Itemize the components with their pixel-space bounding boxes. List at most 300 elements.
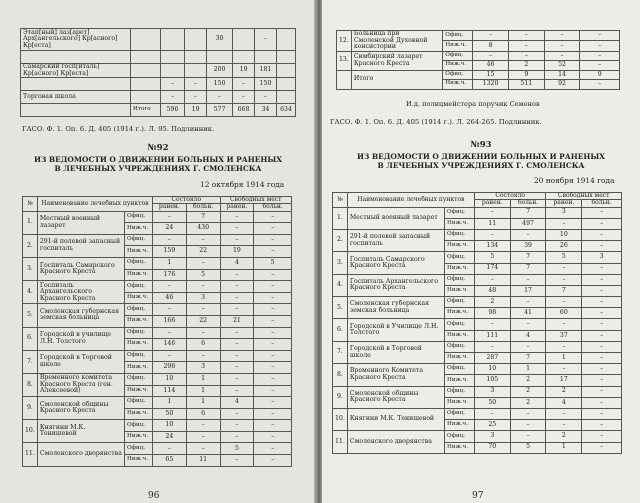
table-cell: – (582, 408, 622, 419)
table-row (23, 281, 292, 293)
table-cell: – (254, 246, 292, 258)
table-cell: – (152, 304, 186, 316)
right-source-note: ГАСО. Ф. 1. Оп. 6. Д. 405 (1914 г.). Л. 264-265. Подлинник. (330, 118, 542, 126)
row-number: 12. (337, 31, 352, 52)
institution-name: Местный военный лазарет (37, 211, 124, 234)
hdr-bol: больн. (510, 200, 546, 207)
table-cell: – (220, 223, 254, 235)
table-cell: – (254, 455, 292, 467)
table-cell: – (474, 207, 510, 218)
table-cell: – (254, 431, 292, 443)
table-cell: – (582, 397, 622, 408)
category-lower-ranks: Ниж.ч. (445, 397, 475, 408)
table-cell: 2 (508, 61, 544, 71)
table-cell: 10 (474, 364, 510, 375)
table-cell: 2 (474, 297, 510, 308)
row-number: 1. (23, 211, 38, 234)
table-cell: – (582, 353, 622, 364)
institution-name: Этап[ный] лаз[арет] Арх[ангельского] Кр[асного] Кр[еста] (21, 29, 131, 51)
table-cell: – (546, 274, 582, 285)
table-row (333, 229, 622, 240)
table-cell: 3 (186, 292, 220, 304)
table-cell: 52 (544, 61, 580, 71)
table-cell: – (233, 78, 255, 91)
category-lower-ranks: Ниж.ч. (445, 420, 475, 431)
table-cell: 5 (220, 443, 254, 455)
table-cell: 60 (546, 308, 582, 319)
row-number: 7. (333, 341, 348, 363)
row-number: 6. (23, 327, 38, 350)
institution-name (21, 51, 131, 64)
table-cell: – (474, 341, 510, 352)
table-row (333, 341, 622, 352)
category-label (131, 29, 161, 51)
table-cell: – (580, 80, 620, 90)
table-cell: 7 (510, 207, 546, 218)
institution-name: Торговая школа (21, 91, 131, 104)
table-cell: 5 (510, 442, 546, 453)
category-officers: Офиц. (125, 257, 153, 269)
category-lower-ranks: Ниж.ч. (125, 292, 153, 304)
table-cell: – (254, 234, 292, 246)
left-page (0, 0, 316, 503)
table-cell: 1 (186, 373, 220, 385)
table-cell: – (254, 269, 292, 281)
table-cell: – (186, 350, 220, 362)
institution-name: Смоленского дворянства (347, 431, 444, 453)
table-cell: 181 (255, 64, 277, 78)
table-row (21, 64, 296, 78)
table-cell: – (186, 234, 220, 246)
table-cell: 98 (474, 308, 510, 319)
table-cell: 3 (474, 431, 510, 442)
table-cell: 3 (186, 362, 220, 374)
category-officers: Офиц. (445, 341, 475, 352)
table-cell: 26 (546, 241, 582, 252)
table-cell: 150 (255, 78, 277, 91)
table-cell: – (152, 327, 186, 339)
table-cell: 10 (152, 420, 186, 432)
table-cell: – (582, 420, 622, 431)
table-cell: – (582, 297, 622, 308)
row-number: 5. (23, 304, 38, 327)
table-cell: 2 (510, 375, 546, 386)
table-cell: – (220, 269, 254, 281)
table-cell: – (186, 327, 220, 339)
table-cell: – (546, 341, 582, 352)
table-cell: – (582, 274, 622, 285)
category-officers: Офиц. (125, 327, 153, 339)
category-label: Итого (131, 104, 161, 117)
right-doc-date: 20 ноября 1914 года (534, 176, 615, 185)
category-lower-ranks: Ниж.ч. (125, 408, 153, 420)
table-cell: – (254, 281, 292, 293)
institution-name: Временного Комитета Красного Креста (347, 364, 444, 386)
table-cell: 11 (186, 455, 220, 467)
table-cell: 4 (546, 397, 582, 408)
institution-name: Самарский госп[италь] Кр[асного] Кр[еста] (21, 64, 131, 78)
category-label (131, 64, 161, 78)
table-cell: 4 (510, 330, 546, 341)
category-officers: Офиц. (125, 281, 153, 293)
table-cell: – (186, 431, 220, 443)
category-officers: Офиц. (445, 297, 475, 308)
table-cell: 2 (510, 397, 546, 408)
table-row (333, 386, 622, 397)
category-officers: Офиц. (125, 350, 153, 362)
right-title-line2: В ЛЕЧЕБНЫХ УЧРЕЖДЕНИЯХ Г. СМОЛЕНСКА (377, 160, 585, 170)
institution-name: Княгини М.К. Тенишевой (347, 408, 444, 430)
table-cell: 19 (233, 64, 255, 78)
institution-name: Смоленской общины Красного Креста (347, 386, 444, 408)
table-cell: – (580, 51, 620, 61)
category-officers: Офиц. (125, 234, 153, 246)
table-cell: – (161, 78, 185, 91)
institution-name: 291-й полевой запасный госпиталь (347, 229, 444, 251)
table-cell: – (582, 386, 622, 397)
table-cell: – (254, 373, 292, 385)
table-row (23, 443, 292, 455)
table-cell: – (474, 274, 510, 285)
table-cell: – (582, 218, 622, 229)
table-row (333, 297, 622, 308)
row-number: 10. (333, 408, 348, 430)
table-cell: 39 (510, 241, 546, 252)
table-row (333, 431, 622, 442)
institution-name: Временного комитета Красного Креста (ген. Алексеевой) (37, 373, 124, 396)
table-cell: 287 (474, 353, 510, 364)
category-lower-ranks: Ниж.ч. (445, 442, 475, 453)
table-cell: – (254, 385, 292, 397)
table-cell (233, 29, 255, 51)
table-row (333, 319, 622, 330)
category-lower-ranks: Ниж.ч. (445, 353, 475, 364)
table-cell: – (186, 257, 220, 269)
table-cell: 2 (546, 386, 582, 397)
table-cell: – (580, 31, 620, 41)
table-cell: – (220, 327, 254, 339)
table-row (333, 408, 622, 419)
row-number: 4. (23, 281, 38, 304)
right-main-table (332, 192, 622, 454)
table-cell: – (220, 373, 254, 385)
empty-cell (277, 51, 296, 64)
table-cell: 22 (186, 246, 220, 258)
table-cell: 30 (207, 29, 233, 51)
table-cell: – (582, 431, 622, 442)
left-main-table (22, 196, 292, 467)
table-cell: 296 (152, 362, 186, 374)
category-lower-ranks: Ниж.ч. (445, 375, 475, 386)
category-officers: Офиц. (445, 386, 475, 397)
table-cell: 8 (473, 41, 509, 51)
row-number: 2. (333, 229, 348, 251)
table-cell: 1 (152, 397, 186, 409)
table-row (23, 350, 292, 362)
table-cell: 17 (510, 285, 546, 296)
table-cell (233, 51, 255, 64)
table-cell: – (544, 51, 580, 61)
table-row (23, 327, 292, 339)
left-source-note: ГАСО. Ф. 1. Оп. 6. Д. 405 (1914 г.). Л. 95. Подлинник. (22, 125, 215, 133)
table-cell: – (152, 350, 186, 362)
table-cell: – (220, 455, 254, 467)
table-row (21, 104, 296, 117)
table-cell (255, 51, 277, 64)
hdr-svobod: Свободных мест (546, 193, 622, 200)
hdr-bol: больн. (186, 204, 220, 211)
table-cell (161, 64, 185, 78)
table-cell: 5 (186, 269, 220, 281)
table-cell: – (220, 304, 254, 316)
category-lower-ranks: Ниж.ч. (445, 285, 475, 296)
institution-name (21, 78, 131, 91)
table-cell: – (582, 442, 622, 453)
table-cell: 166 (152, 315, 186, 327)
hdr-ran: ранен. (546, 200, 582, 207)
left-doc-date: 12 октября 1914 года (200, 180, 285, 189)
category-officers: Офиц. (445, 431, 475, 442)
table-cell: 511 (508, 80, 544, 90)
category-officers: Офиц. (445, 408, 475, 419)
table-cell: – (254, 408, 292, 420)
table-cell: – (186, 420, 220, 432)
right-page-number: 97 (472, 491, 484, 501)
table-cell: 9 (580, 70, 620, 80)
category-officers: Офиц. (445, 319, 475, 330)
institution-name: Смоленская губернская земская больница (37, 304, 124, 327)
table-row (333, 252, 622, 263)
row-number: 7. (23, 350, 38, 373)
table-cell: 1 (152, 257, 186, 269)
table-row (21, 91, 296, 104)
table-row (23, 304, 292, 316)
table-cell: 92 (544, 80, 580, 90)
institution-name: Городской в Торговой школе (37, 350, 124, 373)
row-number: 8. (23, 373, 38, 396)
table-cell: – (546, 364, 582, 375)
category-label (131, 51, 161, 64)
table-cell: – (254, 339, 292, 351)
table-cell: 34 (255, 104, 277, 117)
table-cell: 7 (510, 353, 546, 364)
category-lower-ranks: Ниж.ч. (125, 223, 153, 235)
table-cell: 497 (510, 218, 546, 229)
table-cell: 1320 (473, 80, 509, 90)
table-cell: – (254, 443, 292, 455)
table-cell (185, 29, 207, 51)
table-cell: – (220, 362, 254, 374)
table-cell: – (254, 362, 292, 374)
left-top-table (20, 28, 296, 117)
institution-name: Итого (351, 70, 442, 89)
table-cell: – (510, 420, 546, 431)
table-cell: 1 (186, 397, 220, 409)
row-number: 13. (337, 51, 352, 70)
table-cell: 5 (546, 252, 582, 263)
table-cell: – (474, 408, 510, 419)
row-number: 3. (23, 257, 38, 280)
category-lower-ranks: Ниж.ч. (445, 218, 475, 229)
table-cell: 111 (474, 330, 510, 341)
institution-name: 291-й полевой запасный госпиталь (37, 234, 124, 257)
table-cell: 9 (508, 70, 544, 80)
table-row (21, 51, 296, 64)
table-cell: 668 (233, 104, 255, 117)
table-row (23, 420, 292, 432)
row-number: 6. (333, 319, 348, 341)
row-number: 8. (333, 364, 348, 386)
institution-name (21, 104, 131, 117)
hdr-no: № (333, 193, 348, 208)
table-cell: 50 (152, 408, 186, 420)
table-cell: – (510, 431, 546, 442)
table-row (23, 211, 292, 223)
table-cell: – (220, 385, 254, 397)
table-cell: – (546, 319, 582, 330)
hdr-svobod: Свободных мест (220, 197, 291, 204)
row-number (337, 70, 352, 89)
left-page-number: 96 (148, 491, 160, 501)
table-cell: – (254, 350, 292, 362)
table-cell: 2 (510, 386, 546, 397)
hdr-name: Наименование лечебных пунктов (347, 193, 474, 208)
row-number: 10. (23, 420, 38, 443)
table-row (337, 70, 620, 80)
category-officers: Офиц. (445, 252, 475, 263)
table-cell (161, 29, 185, 51)
right-title-line1: ИЗ ВЕДОМОСТИ О ДВИЖЕНИИ БОЛЬНЫХ И РАНЕНЫХ (357, 152, 605, 161)
table-cell: – (580, 61, 620, 71)
table-cell: – (220, 408, 254, 420)
table-cell: – (582, 341, 622, 352)
table-cell: 48 (474, 285, 510, 296)
table-cell: 1 (546, 353, 582, 364)
table-cell: 4 (220, 397, 254, 409)
table-cell: – (186, 443, 220, 455)
right-doc-title (322, 153, 640, 171)
hdr-ran: ранен. (474, 200, 510, 207)
table-cell: – (220, 431, 254, 443)
table-cell: 1 (186, 385, 220, 397)
table-cell: – (185, 78, 207, 91)
table-cell: – (254, 304, 292, 316)
table-cell: – (508, 41, 544, 51)
table-cell: – (510, 341, 546, 352)
table-cell: 37 (546, 330, 582, 341)
table-cell: – (508, 31, 544, 41)
table-cell: 46 (152, 292, 186, 304)
table-cell: – (546, 297, 582, 308)
table-cell: 1 (546, 442, 582, 453)
category-officers: Офиц. (445, 274, 475, 285)
table-cell: – (254, 327, 292, 339)
table-cell: 50 (474, 397, 510, 408)
institution-name: Госпиталь Самарского Красного Креста (347, 252, 444, 274)
table-cell: 65 (152, 455, 186, 467)
table-cell: 70 (474, 442, 510, 453)
institution-name: Княгини М.К. Тенишевой (37, 420, 124, 443)
category-officers: Офиц. (443, 70, 473, 80)
right-page (322, 0, 640, 503)
table-cell: 11 (474, 218, 510, 229)
row-number: 11. (23, 443, 38, 466)
empty-cell (277, 64, 296, 78)
table-cell: – (220, 420, 254, 432)
table-row (23, 257, 292, 269)
table-cell: – (254, 397, 292, 409)
table-cell: – (510, 274, 546, 285)
category-officers: Офиц. (125, 211, 153, 223)
table-cell: – (582, 207, 622, 218)
table-cell: – (233, 91, 255, 104)
category-officers: Офиц. (125, 373, 153, 385)
table-cell: 19 (220, 246, 254, 258)
category-lower-ranks: Ниж.ч. (443, 61, 473, 71)
institution-name: Больница при Смоленской Духовной консистории (351, 31, 442, 52)
table-cell: – (582, 241, 622, 252)
empty-cell (277, 29, 296, 51)
category-lower-ranks: Ниж.ч. (125, 431, 153, 443)
category-officers: Офиц. (125, 420, 153, 432)
table-cell: 3 (546, 207, 582, 218)
table-cell: – (580, 41, 620, 51)
category-lower-ranks: Ниж.ч. (443, 41, 473, 51)
left-title-line1: ИЗ ВЕДОМОСТИ О ДВИЖЕНИИ БОЛЬНЫХ И РАНЕНЫХ (34, 155, 282, 164)
table-cell: 24 (152, 431, 186, 443)
table-cell: 174 (474, 263, 510, 274)
left-title-line2: В ЛЕЧЕБНЫХ УЧРЕЖДЕНИЯХ Г. СМОЛЕНСКА (54, 163, 262, 173)
table-row (23, 373, 292, 385)
table-cell: – (152, 443, 186, 455)
category-officers: Офиц. (445, 229, 475, 240)
table-cell: – (508, 51, 544, 61)
table-row (23, 234, 292, 246)
table-cell: 114 (152, 385, 186, 397)
table-cell: – (220, 211, 254, 223)
table-cell: – (546, 420, 582, 431)
table-cell: 1 (510, 364, 546, 375)
row-number: 3. (333, 252, 348, 274)
table-cell: 5 (254, 257, 292, 269)
institution-name: Госпиталь Самарского Красного Креста (37, 257, 124, 280)
category-lower-ranks: Ниж.ч. (125, 339, 153, 351)
table-cell: – (582, 364, 622, 375)
hdr-ran: ранен. (220, 204, 254, 211)
table-cell: – (582, 263, 622, 274)
row-number: 9. (333, 386, 348, 408)
hdr-sostoit: Состояло (474, 193, 546, 200)
table-cell: 10 (152, 373, 186, 385)
institution-name: Городской в Торговой школе (347, 341, 444, 363)
table-cell: – (186, 281, 220, 293)
category-lower-ranks: Ниж.ч. (125, 362, 153, 374)
table-cell: 3 (582, 252, 622, 263)
table-cell: 105 (474, 375, 510, 386)
row-number: 4. (333, 274, 348, 296)
institution-name: Смоленская губернская земская больница (347, 297, 444, 319)
table-cell: 7 (186, 211, 220, 223)
empty-cell (277, 91, 296, 104)
table-cell: – (510, 408, 546, 419)
institution-name: Городской в Училище Л.Н. Толстого (347, 319, 444, 341)
row-number: 5. (333, 297, 348, 319)
table-cell: – (582, 330, 622, 341)
institution-name: Городской в училище Л.Н. Толстого (37, 327, 124, 350)
table-row (333, 364, 622, 375)
table-cell: – (474, 229, 510, 240)
category-officers: Офиц. (445, 207, 475, 218)
